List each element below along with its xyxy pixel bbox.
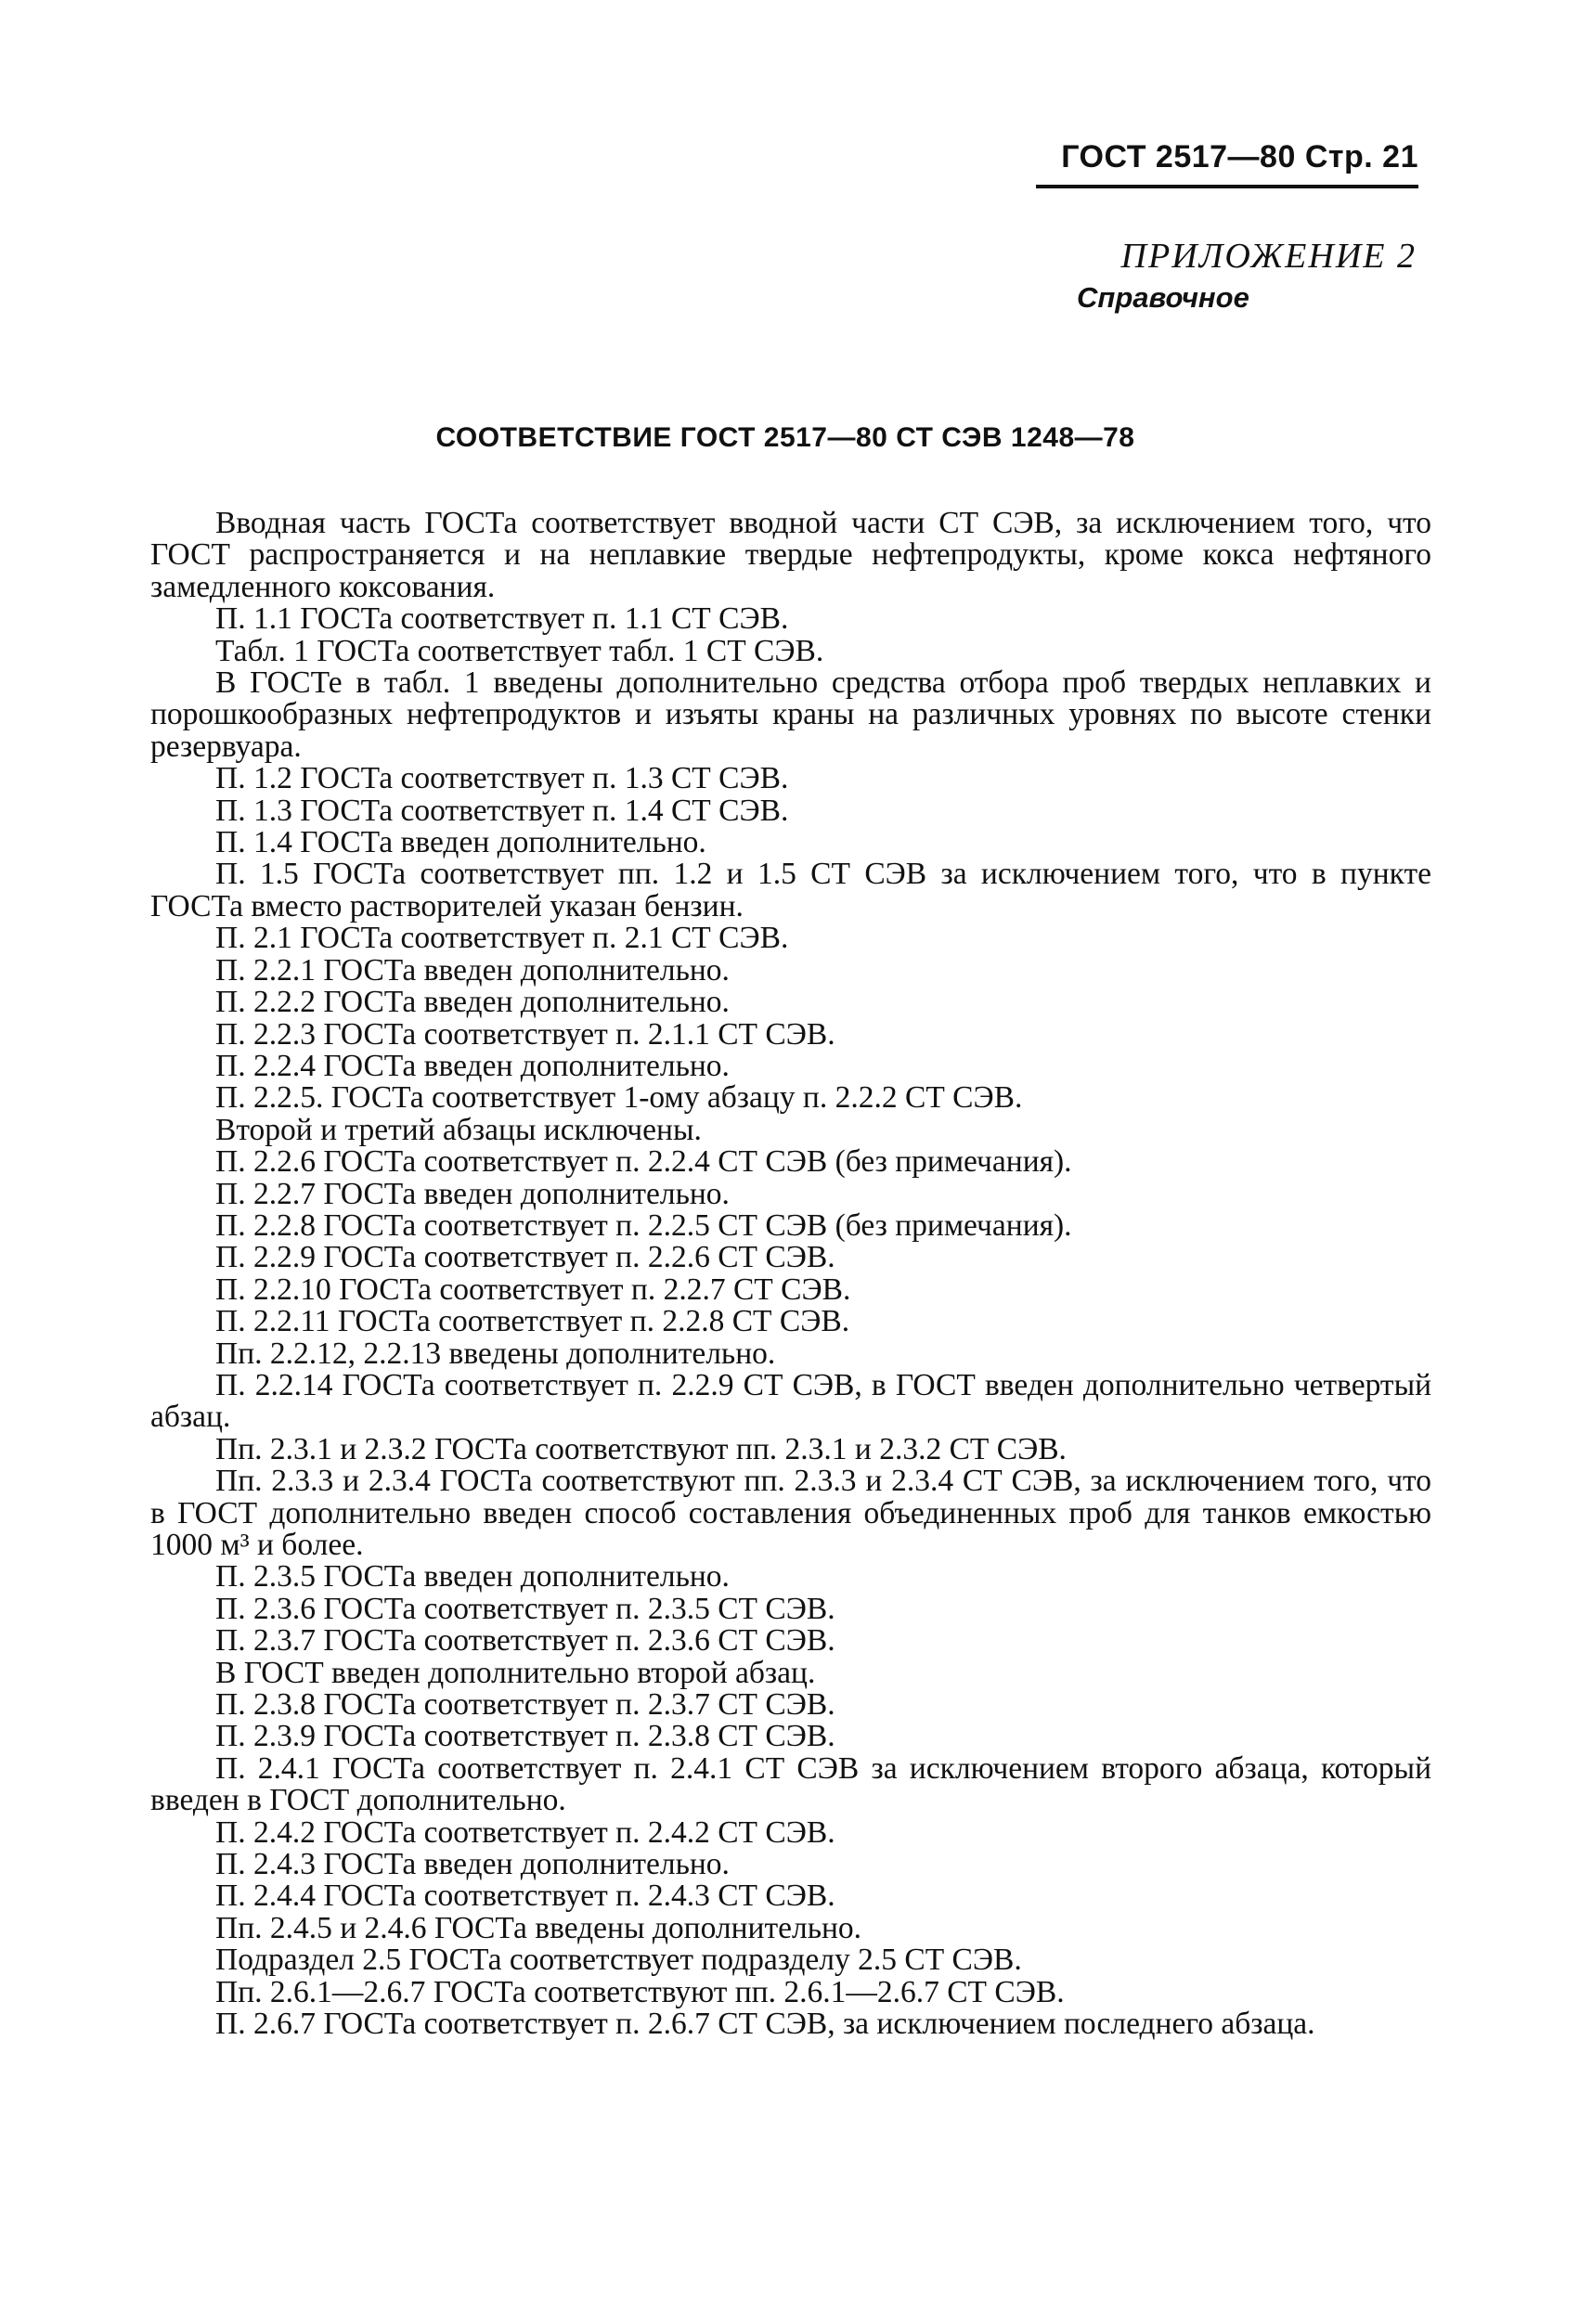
header-rule bbox=[1036, 185, 1418, 188]
paragraph: Второй и третий абзацы исключены. bbox=[215, 1112, 702, 1147]
paragraph: П. 1.1 ГОСТа соответствует п. 1.1 СТ СЭВ. bbox=[215, 601, 789, 637]
paragraph: П. 1.5 ГОСТа соответствует пп. 1.2 и 1.5 СТ СЭВ за исключением того, что в пункте ГОСТа вместо растворителей указан бензин. bbox=[150, 857, 1431, 923]
paragraph: П. 2.4.3 ГОСТа введен дополнительно. bbox=[215, 1847, 730, 1882]
paragraph: П. 2.3.6 ГОСТа соответствует п. 2.3.5 СТ СЭВ. bbox=[215, 1591, 835, 1626]
paragraph: П. 2.6.7 ГОСТа соответствует п. 2.6.7 СТ СЭВ, за исключением последнего абзаца. bbox=[215, 2007, 1315, 2042]
document-body bbox=[150, 508, 1431, 2041]
paragraph: В ГОСТ введен дополнительно второй абзац. bbox=[215, 1655, 816, 1690]
paragraph: Пп. 2.3.3 и 2.3.4 ГОСТа соответствуют пп. 2.3.3 и 2.3.4 СТ СЭВ, за исключением того, что в ГОСТ дополнительно введен способ составления объединенных проб для танков емкостью 1000 м³ и более. bbox=[150, 1464, 1431, 1562]
paragraph: П. 1.3 ГОСТа соответствует п. 1.4 СТ СЭВ. bbox=[215, 793, 789, 828]
paragraph: П. 2.2.8 ГОСТа соответствует п. 2.2.5 СТ СЭВ (без примечания). bbox=[215, 1207, 1072, 1243]
paragraph: Пп. 2.2.12, 2.2.13 введены дополнительно. bbox=[215, 1336, 776, 1371]
paragraph: П. 2.1 ГОСТа соответствует п. 2.1 СТ СЭВ. bbox=[215, 921, 789, 956]
paragraph: Пп. 2.6.1—2.6.7 ГОСТа соответствуют пп. 2.6.1—2.6.7 СТ СЭВ. bbox=[215, 1974, 1065, 2009]
paragraph: П. 2.3.8 ГОСТа соответствует п. 2.3.7 СТ СЭВ. bbox=[215, 1687, 835, 1723]
paragraph: П. 2.3.9 ГОСТа соответствует п. 2.3.8 СТ СЭВ. bbox=[215, 1719, 835, 1754]
paragraph: П. 2.2.3 ГОСТа соответствует п. 2.1.1 СТ СЭВ. bbox=[215, 1016, 835, 1052]
document-title: СООТВЕТСТВИЕ ГОСТ 2517—80 СТ СЭВ 1248—78 bbox=[435, 422, 1135, 453]
paragraph: Пп. 2.3.1 и 2.3.2 ГОСТа соответствуют пп. 2.3.1 и 2.3.2 СТ СЭВ. bbox=[215, 1431, 1067, 1466]
appendix-title: ПРИЛОЖЕНИЕ 2 bbox=[1120, 237, 1417, 276]
paragraph: П. 2.2.4 ГОСТа введен дополнительно. bbox=[215, 1048, 730, 1083]
paragraph: П. 2.2.14 ГОСТа соответствует п. 2.2.9 СТ СЭВ, в ГОСТ введен дополнительно четвертый абзац. bbox=[150, 1367, 1431, 1435]
paragraph: П. 2.2.1 ГОСТа введен дополнительно. bbox=[215, 952, 730, 988]
paragraph: П. 2.2.2 ГОСТа введен дополнительно. bbox=[215, 985, 730, 1020]
paragraph: П. 2.2.6 ГОСТа соответствует п. 2.2.4 СТ СЭВ (без примечания). bbox=[215, 1144, 1072, 1180]
paragraph: П. 2.4.4 ГОСТа соответствует п. 2.4.3 СТ СЭВ. bbox=[215, 1879, 835, 1914]
paragraph: П. 2.3.7 ГОСТа соответствует п. 2.3.6 СТ СЭВ. bbox=[215, 1623, 835, 1659]
paragraph: Вводная часть ГОСТа соответствует вводной части СТ СЭВ, за исключением того, что ГОСТ распространяется и на неплавкие твердые нефтепродукты, кроме кокса нефтяного замедленного коксования. bbox=[150, 506, 1431, 604]
paragraph: П. 1.4 ГОСТа введен дополнительно. bbox=[215, 825, 706, 860]
paragraph: П. 2.3.5 ГОСТа введен дополнительно. bbox=[215, 1559, 730, 1595]
page-header: ГОСТ 2517—80 Стр. 21 bbox=[1061, 139, 1418, 174]
paragraph: П. 2.2.7 ГОСТа введен дополнительно. bbox=[215, 1176, 730, 1211]
paragraph: П. 2.2.9 ГОСТа соответствует п. 2.2.6 СТ СЭВ. bbox=[215, 1240, 835, 1275]
paragraph: Табл. 1 ГОСТа соответствует табл. 1 СТ СЭВ. bbox=[215, 633, 824, 668]
paragraph: П. 2.4.1 ГОСТа соответствует п. 2.4.1 СТ СЭВ за исключением второго абзаца, который введен в ГОСТ дополнительно. bbox=[150, 1750, 1431, 1818]
paragraph: В ГОСТе в табл. 1 введены дополнительно средства отбора проб твердых неплавких и порошкообразных нефтепродуктов и изъяты краны на различных уровнях по высоте стенки резервуара. bbox=[150, 665, 1431, 764]
paragraph: П. 1.2 ГОСТа соответствует п. 1.3 СТ СЭВ. bbox=[215, 761, 789, 796]
paragraph: Пп. 2.4.5 и 2.4.6 ГОСТа введены дополнительно. bbox=[215, 1910, 862, 1945]
paragraph: П. 2.4.2 ГОСТа соответствует п. 2.4.2 СТ СЭВ. bbox=[215, 1814, 835, 1850]
paragraph: П. 2.2.10 ГОСТа соответствует п. 2.2.7 СТ СЭВ. bbox=[215, 1272, 851, 1307]
paragraph: П. 2.2.11 ГОСТа соответствует п. 2.2.8 СТ СЭВ. bbox=[215, 1304, 850, 1339]
appendix-subtitle: Справочное bbox=[1077, 281, 1249, 314]
paragraph: Подраздел 2.5 ГОСТа соответствует подразделу 2.5 СТ СЭВ. bbox=[215, 1943, 1022, 1978]
paragraph: П. 2.2.5. ГОСТа соответствует 1-ому абзацу п. 2.2.2 СТ СЭВ. bbox=[215, 1080, 1023, 1116]
